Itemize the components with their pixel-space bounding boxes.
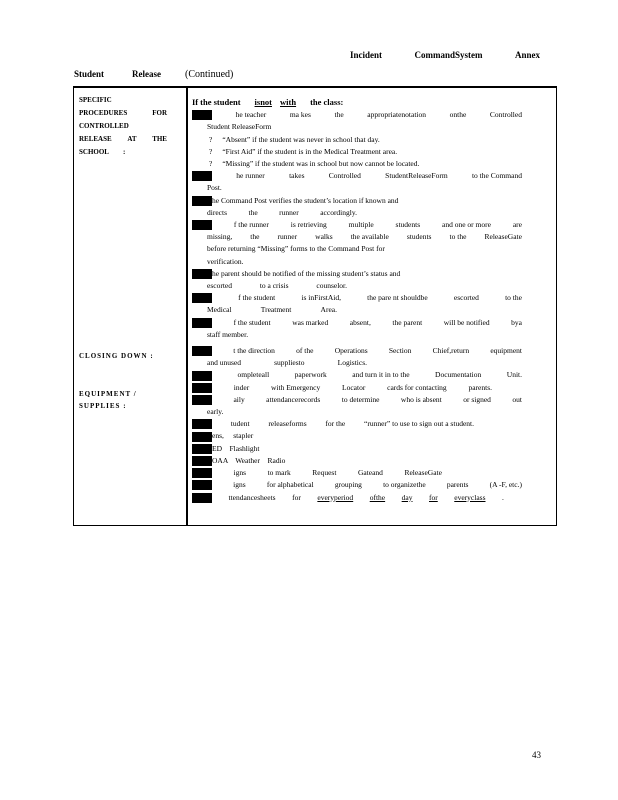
text-span: the xyxy=(248,207,258,217)
text-span: for xyxy=(292,492,301,502)
title-word: the student xyxy=(200,97,241,107)
text-line xyxy=(192,317,522,329)
redaction-block xyxy=(192,371,212,381)
text-span: missing, xyxy=(207,232,233,242)
text-span: t the direction xyxy=(233,346,275,356)
text-span: Medical xyxy=(207,305,232,315)
heading-word: SCHOOL xyxy=(79,148,109,156)
heading-word: RELEASE xyxy=(79,135,112,143)
text-span: to a crisis xyxy=(259,281,289,291)
equipment-line: early. xyxy=(207,407,224,417)
text-span: for alphabetical xyxy=(266,480,314,490)
text-span: directs xyxy=(207,207,227,217)
text-span: Logistics. xyxy=(337,358,367,368)
text-span: f the runner xyxy=(233,220,269,230)
text-span: attendancerecords xyxy=(266,394,321,404)
closing-line xyxy=(192,357,367,369)
closing-down-heading: CLOSING DOWN : xyxy=(79,352,154,360)
text-span: “Missing” if the student was in school but now cannot be located. xyxy=(222,159,420,169)
redaction-block xyxy=(192,171,212,181)
text-span: f the student xyxy=(238,293,276,303)
text-line xyxy=(192,292,522,304)
text-span: Documentation xyxy=(435,370,482,380)
text-span: for xyxy=(429,492,438,502)
text-span: ReleaseGate xyxy=(404,468,442,478)
specific-procedures-heading xyxy=(79,94,167,159)
text-span: parents xyxy=(446,480,469,490)
equipment-heading: EQUIPMENT / xyxy=(79,390,137,398)
closing-line xyxy=(192,369,522,381)
text-span: students xyxy=(406,232,432,242)
text-span: students xyxy=(395,220,421,230)
text-span: f the student xyxy=(233,317,271,327)
text-span: Chief,return xyxy=(432,346,470,356)
title-word: isnot xyxy=(254,97,273,107)
subheader-continued: (Continued) xyxy=(185,69,234,80)
text-span: to organizethe xyxy=(383,480,426,490)
text-span: ompleteall xyxy=(237,370,270,380)
heading-word: FOR xyxy=(152,109,167,117)
text-span: ttendancesheets xyxy=(228,492,276,502)
text-span: runner xyxy=(279,207,299,217)
text-line: Student ReleaseForm xyxy=(207,122,272,132)
text-span: with Emergency xyxy=(270,382,321,392)
text-span: appropriatenotation xyxy=(367,110,426,120)
redaction-block xyxy=(192,318,212,328)
bullet-mark: ? xyxy=(209,146,213,156)
supplies-heading: SUPPLIES : xyxy=(79,402,127,410)
heading-word: SPECIFIC xyxy=(79,96,112,104)
text-line xyxy=(192,219,522,231)
text-span: parents. xyxy=(468,382,492,392)
text-span: paperwork xyxy=(294,370,327,380)
text-span: for the xyxy=(325,419,346,429)
redaction-block xyxy=(192,293,212,303)
text-span: or signed xyxy=(463,394,491,404)
text-span: the parent xyxy=(392,317,423,327)
subheader-word: Student xyxy=(74,69,105,79)
column-divider xyxy=(186,88,188,525)
equipment-line xyxy=(192,394,522,406)
text-span: Operations xyxy=(334,346,368,356)
text-span: will be notified xyxy=(443,317,490,327)
closing-line xyxy=(192,345,522,357)
text-span: takes xyxy=(289,171,305,181)
redaction-block xyxy=(192,383,212,393)
text-span: and one or more xyxy=(442,220,491,230)
heading-word: CONTROLLED xyxy=(79,122,129,130)
equipment-line xyxy=(192,467,442,479)
bullet-mark: ? xyxy=(209,134,213,144)
text-span: the available xyxy=(350,232,389,242)
text-line: verification. xyxy=(207,256,244,266)
text-span: “Absent” if the student was never in school that day. xyxy=(222,134,380,144)
text-span: was marked xyxy=(292,317,329,327)
text-span: escorted xyxy=(453,293,479,303)
subheader-word: Release xyxy=(132,69,162,79)
text-span: the xyxy=(250,232,260,242)
text-span: he Command Post verifies the student’s location if known and xyxy=(212,195,399,205)
text-span: “runner” to use to sign out a student. xyxy=(364,419,474,429)
text-span: equipment xyxy=(490,346,522,356)
header-word: CommandSystem xyxy=(414,50,483,60)
text-span: Controlled xyxy=(489,110,522,120)
equipment-line xyxy=(192,492,504,504)
text-span: aily xyxy=(233,394,245,404)
text-line xyxy=(192,170,522,182)
text-span: runner xyxy=(277,232,298,242)
text-span: ofthe xyxy=(369,492,386,502)
heading-word: PROCEDURES xyxy=(79,109,128,117)
text-span: grouping xyxy=(334,480,362,490)
redaction-block xyxy=(192,456,212,466)
title-word: with xyxy=(280,97,297,107)
text-span: Gateand xyxy=(357,468,383,478)
redaction-block xyxy=(192,468,212,478)
text-span: ED Flashlight xyxy=(212,443,260,453)
header-word: Annex xyxy=(514,50,540,60)
equipment-line xyxy=(192,479,522,491)
procedure-title xyxy=(192,96,522,108)
text-span: cards for contacting xyxy=(387,382,447,392)
text-span: to determine xyxy=(341,394,380,404)
text-span: bya xyxy=(511,317,522,327)
bullet-line xyxy=(192,158,522,170)
text-span: ma kes xyxy=(289,110,311,120)
redaction-block xyxy=(192,493,212,503)
text-span: counselor. xyxy=(316,281,347,291)
text-span: the xyxy=(334,110,344,120)
equipment-line xyxy=(192,455,522,467)
text-span: Controlled xyxy=(328,171,361,181)
text-span: and unused xyxy=(207,358,241,368)
redaction-block xyxy=(192,395,212,405)
text-span: is retrieving xyxy=(290,220,327,230)
equipment-line xyxy=(192,443,522,455)
title-word: the class: xyxy=(310,97,344,107)
redaction-block xyxy=(192,196,212,206)
text-span: igns xyxy=(233,480,246,490)
text-span: tudent xyxy=(230,419,250,429)
text-span: onthe xyxy=(449,110,467,120)
text-span: Area. xyxy=(320,305,337,315)
text-span: absent, xyxy=(349,317,371,327)
text-line xyxy=(192,268,522,280)
equipment-line xyxy=(192,418,474,430)
text-span: walks xyxy=(315,232,333,242)
text-span: suppliesto xyxy=(274,358,305,368)
text-span: out xyxy=(512,394,522,404)
redaction-block xyxy=(192,419,212,429)
text-span: he parent should be notified of the missing student’s status and xyxy=(212,268,401,278)
text-span: day xyxy=(401,492,413,502)
text-line xyxy=(192,109,522,121)
heading-word: : xyxy=(122,148,126,156)
text-span: are xyxy=(512,220,522,230)
procedure-table xyxy=(73,86,557,526)
bullet-line xyxy=(192,134,522,146)
text-span: Treatment xyxy=(260,305,292,315)
text-span: Section xyxy=(388,346,412,356)
text-span: to mark xyxy=(267,468,291,478)
heading-word: AT xyxy=(127,135,137,143)
title-word: If xyxy=(192,97,199,107)
text-span: to the xyxy=(505,293,522,303)
text-span: . xyxy=(502,492,504,502)
redaction-block xyxy=(192,110,212,120)
text-span: everyperiod xyxy=(317,492,354,502)
text-span: is inFirstAid, xyxy=(301,293,341,303)
text-line: Post. xyxy=(207,183,222,193)
text-span: Request xyxy=(312,468,337,478)
heading-word: THE xyxy=(152,135,167,143)
text-span: escorted xyxy=(207,281,232,291)
text-line xyxy=(192,195,522,207)
text-span: Unit. xyxy=(506,370,522,380)
text-span: and turn it in to the xyxy=(352,370,410,380)
text-line: before returning “Missing” forms to the Command Post for xyxy=(207,244,385,254)
text-span: “First Aid” if the student is in the Medical Treatment area. xyxy=(222,146,398,156)
text-span: StudentReleaseForm xyxy=(385,171,448,181)
text-line xyxy=(192,304,337,316)
text-span: (A -F, etc.) xyxy=(489,480,522,490)
text-span: everyclass xyxy=(454,492,486,502)
redaction-block xyxy=(192,480,212,490)
redaction-block xyxy=(192,444,212,454)
text-span: ens, stapler xyxy=(212,431,254,441)
text-span: ReleaseGate xyxy=(484,232,522,242)
text-span: to the Command xyxy=(471,171,522,181)
redaction-block xyxy=(192,220,212,230)
text-span: Locator xyxy=(342,382,366,392)
section-subheader xyxy=(74,69,233,80)
text-line xyxy=(192,280,347,292)
text-line: staff member. xyxy=(207,329,249,339)
page-number: 43 xyxy=(532,750,541,760)
text-line xyxy=(192,207,357,219)
text-span: he teacher xyxy=(235,110,267,120)
text-span: he runner xyxy=(236,171,265,181)
page-header xyxy=(350,50,540,60)
procedure-text xyxy=(192,96,522,504)
text-span: who is absent xyxy=(400,394,442,404)
redaction-block xyxy=(192,346,212,356)
header-word: Incident xyxy=(350,50,383,60)
bullet-line xyxy=(192,146,522,158)
text-span: of the xyxy=(296,346,314,356)
text-span: the pare nt shouldbe xyxy=(367,293,428,303)
bullet-mark: ? xyxy=(209,159,213,169)
closing-line xyxy=(192,382,492,394)
text-span: inder xyxy=(233,382,250,392)
text-span: accordingly. xyxy=(320,207,357,217)
text-span: multiple xyxy=(348,220,374,230)
text-line xyxy=(192,231,522,243)
text-span: to the xyxy=(449,232,467,242)
redaction-block xyxy=(192,432,212,442)
redaction-block xyxy=(192,269,212,279)
text-span: OAA Weather Radio xyxy=(212,455,286,465)
text-span: releaseforms xyxy=(268,419,307,429)
text-span: igns xyxy=(233,468,247,478)
equipment-line xyxy=(192,430,522,442)
